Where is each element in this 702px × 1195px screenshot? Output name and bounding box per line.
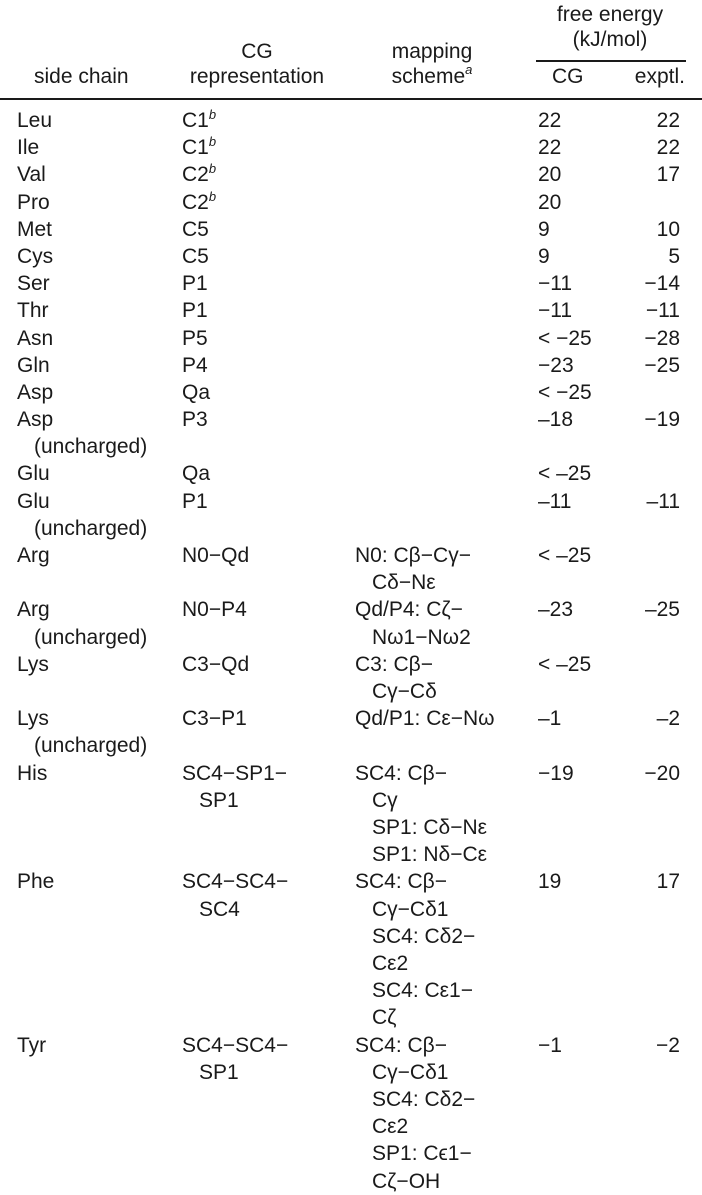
cell-free-energy-cg: –18 — [538, 408, 574, 432]
cell-free-energy-cg: −11 — [538, 272, 573, 296]
header-cg-sub: CG — [552, 65, 584, 88]
cell-free-energy-exptl: −25 — [644, 353, 680, 377]
cell-side-chain — [17, 596, 147, 650]
cell-cg-representation-line: SC4 — [199, 897, 240, 921]
table-body — [0, 107, 702, 1195]
cell-cg-representation — [182, 325, 208, 352]
table-row — [0, 216, 702, 243]
cell-free-energy-exptl: −11 — [645, 299, 680, 323]
cell-side-chain — [17, 161, 46, 188]
cell-mapping-scheme-line: SC4: Cε1− — [372, 979, 473, 1003]
table-row — [0, 270, 702, 297]
cell-cg-representation — [182, 460, 210, 487]
cell-mapping-scheme-line: SC4: Cδ2− — [372, 924, 476, 948]
cell-free-energy-exptl: 10 — [656, 217, 680, 241]
cell-free-energy-exptl: 5 — [668, 244, 680, 268]
cell-side-chain — [17, 868, 54, 895]
cell-mapping-scheme-line: N0: Cβ−Cγ− — [355, 544, 471, 568]
cell-mapping-scheme — [355, 651, 437, 705]
cell-side-chain-line: Asn — [17, 326, 54, 350]
cell-free-energy-cg: < −25 — [538, 326, 592, 350]
cell-cg-representation-line: SP1 — [199, 788, 239, 812]
cell-side-chain — [17, 460, 50, 487]
cell-side-chain — [17, 325, 53, 352]
cell-mapping-scheme-line: Qd/P1: Cε−Nω — [355, 707, 495, 731]
cell-cg-representation-line: C2$^b$ — [182, 161, 217, 187]
cell-side-chain-line: (uncharged) — [34, 435, 148, 459]
cell-cg-representation-line: P1 — [182, 299, 208, 323]
cell-side-chain-line: Tyr — [17, 1033, 47, 1057]
cell-mapping-scheme — [355, 760, 487, 869]
cell-cg-representation — [182, 107, 216, 134]
table-row — [0, 352, 702, 379]
cell-cg-representation — [182, 297, 208, 324]
cell-cg-representation-line: Qa — [182, 380, 211, 404]
table-row — [0, 243, 702, 270]
cell-side-chain-line: Ser — [17, 272, 50, 296]
cell-side-chain-line: Leu — [17, 109, 53, 132]
cell-cg-representation-line: C5 — [182, 244, 209, 268]
table-row — [0, 379, 702, 406]
cell-free-energy-cg: 22 — [538, 136, 562, 160]
cell-side-chain — [17, 651, 49, 678]
cell-side-chain-line: Asp — [17, 380, 54, 404]
header-side-chain: side chain — [34, 65, 129, 88]
cell-mapping-scheme-line: Cγ−Cδ1 — [372, 897, 449, 921]
cell-mapping-scheme-line: Cγ−Cδ1 — [372, 1060, 449, 1084]
table-row — [0, 760, 702, 869]
cell-side-chain — [17, 297, 49, 324]
cell-cg-representation-line: P3 — [182, 408, 208, 432]
cell-mapping-scheme-line: SC4: Cβ− — [355, 1033, 448, 1057]
cell-side-chain-line: Ile — [17, 136, 40, 160]
cell-cg-representation — [182, 134, 216, 161]
cell-side-chain — [17, 542, 50, 569]
cell-cg-representation-line: C1$^b$ — [182, 134, 217, 160]
cell-side-chain-line: Phe — [17, 870, 55, 894]
cell-free-energy-cg: 20 — [538, 190, 562, 214]
footnote-a-marker: a — [465, 62, 473, 77]
cell-free-energy-cg: < –25 — [538, 544, 592, 568]
cell-free-energy-exptl: 17 — [656, 870, 680, 894]
cell-side-chain-line: Glu — [17, 462, 50, 486]
cell-side-chain-line: Glu — [17, 489, 50, 513]
cell-free-energy-exptl: –25 — [644, 598, 680, 622]
cell-cg-representation — [182, 1032, 288, 1086]
cell-free-energy-cg: 9 — [538, 217, 550, 241]
cell-cg-representation-line: C5 — [182, 217, 209, 241]
cell-side-chain — [17, 1032, 46, 1059]
cell-side-chain-line: (uncharged) — [34, 516, 148, 540]
cell-free-energy-exptl: –11 — [646, 489, 680, 513]
cell-side-chain — [17, 189, 50, 216]
cell-cg-representation — [182, 270, 208, 297]
cell-cg-representation — [182, 868, 288, 922]
cell-free-energy-cg: 9 — [538, 244, 550, 268]
cell-free-energy-cg: −19 — [538, 761, 574, 785]
cell-mapping-scheme-line: C3: Cβ− — [355, 652, 434, 676]
cell-side-chain — [17, 352, 50, 379]
cell-side-chain-line: Arg — [17, 544, 50, 568]
cell-side-chain — [17, 243, 53, 270]
table-row — [0, 868, 702, 1031]
footnote-b-marker: b — [208, 107, 217, 122]
cell-free-energy-exptl: 22 — [656, 109, 680, 132]
cell-side-chain — [17, 488, 147, 542]
table-row — [0, 161, 702, 188]
table-row — [0, 542, 702, 596]
header-exptl-sub: exptl. — [634, 65, 685, 88]
cell-mapping-scheme — [355, 1032, 475, 1195]
cell-cg-representation-line: SC4−SC4− — [182, 1033, 289, 1057]
cell-cg-representation-line: C1$^b$ — [182, 107, 217, 132]
cell-mapping-scheme-line: Cζ−OH — [372, 1169, 441, 1193]
cell-side-chain — [17, 216, 52, 243]
cell-mapping-scheme-line: SP1: Cδ−Nε — [372, 816, 488, 839]
cell-mapping-scheme — [355, 596, 471, 650]
cell-mapping-scheme-line: Cγ — [372, 788, 398, 812]
header-mapping-line1: mapping — [391, 40, 473, 63]
table-row — [0, 406, 702, 460]
cell-mapping-scheme — [355, 542, 471, 596]
footnote-b-marker: b — [208, 134, 217, 150]
cell-side-chain-line: His — [17, 761, 48, 785]
cell-cg-representation — [182, 352, 208, 379]
cell-free-energy-cg: –23 — [538, 598, 574, 622]
footnote-b-marker: b — [208, 188, 217, 204]
cell-free-energy-cg: 20 — [538, 163, 562, 187]
cell-cg-representation — [182, 379, 210, 406]
table-row — [0, 705, 702, 759]
cell-mapping-scheme-line: Qd/P4: Cζ− — [355, 598, 463, 622]
cell-cg-representation — [182, 189, 216, 216]
cell-mapping-scheme-line: SP1: Cϵ1− — [372, 1142, 472, 1166]
cell-free-energy-cg: −23 — [538, 353, 574, 377]
cell-cg-representation — [182, 216, 209, 243]
cell-cg-representation-line: P4 — [182, 353, 208, 377]
cell-free-energy-cg: −11 — [538, 299, 573, 323]
cell-cg-representation-line: SP1 — [199, 1060, 239, 1084]
cell-cg-representation — [182, 406, 208, 433]
cell-side-chain — [17, 134, 39, 161]
cell-cg-representation — [182, 651, 249, 678]
cell-side-chain-line: Met — [17, 217, 53, 241]
cell-cg-representation-line: SC4−SC4− — [182, 870, 289, 894]
cell-cg-representation — [182, 488, 208, 515]
cell-free-energy-exptl: 22 — [656, 136, 680, 160]
cell-side-chain-line: Lys — [17, 652, 49, 676]
cell-free-energy-cg: < –25 — [538, 652, 592, 676]
cell-free-energy-exptl: −28 — [644, 326, 680, 350]
cell-free-energy-cg: –1 — [538, 707, 562, 731]
cell-side-chain-line: Cys — [17, 244, 54, 268]
cell-cg-representation-line: C2$^b$ — [182, 188, 217, 214]
cell-cg-representation — [182, 705, 247, 732]
header-free-energy-units: (kJ/mol) — [572, 28, 648, 51]
cell-side-chain-line: Pro — [17, 190, 50, 214]
cell-mapping-scheme-line: Cγ−Cδ — [372, 680, 437, 704]
cell-cg-representation-line: C3−Qd — [182, 652, 250, 676]
cell-cg-representation-line: N0−Qd — [182, 544, 250, 568]
cell-side-chain — [17, 705, 147, 759]
footnote-b-marker: b — [208, 161, 217, 177]
cell-free-energy-exptl: −2 — [656, 1033, 680, 1057]
cell-free-energy-cg: −1 — [538, 1033, 562, 1057]
cell-mapping-scheme-line: Cε2 — [372, 1115, 409, 1139]
table-row — [0, 488, 702, 542]
table-row — [0, 460, 702, 487]
cell-side-chain-line: (uncharged) — [34, 734, 148, 758]
cell-cg-representation-line: P5 — [182, 326, 208, 350]
cell-side-chain-line: Asp — [17, 408, 54, 432]
header-cg-line2: representation — [189, 65, 325, 88]
cell-mapping-scheme-line: Cζ — [372, 1006, 397, 1030]
cell-side-chain-line: Val — [17, 163, 46, 187]
cell-cg-representation — [182, 243, 209, 270]
cell-free-energy-exptl: −19 — [644, 408, 680, 432]
header-rule — [0, 98, 702, 100]
cell-mapping-scheme-line: Cδ−Nε — [372, 571, 436, 595]
cell-cg-representation — [182, 542, 249, 569]
cell-free-energy-exptl: −14 — [644, 272, 680, 296]
header-free-energy: free energy — [556, 3, 664, 26]
table-row — [0, 297, 702, 324]
cell-side-chain-line: Gln — [17, 353, 50, 377]
cell-free-energy-exptl: −20 — [644, 761, 680, 785]
cell-cg-representation-line: SC4−SP1− — [182, 761, 288, 785]
cell-cg-representation-line: C3−P1 — [182, 707, 247, 731]
cell-cg-representation — [182, 161, 216, 188]
cell-mapping-scheme-line: SC4: Cβ− — [355, 761, 448, 785]
cell-cg-representation-line: P1 — [182, 489, 208, 513]
table-row — [0, 325, 702, 352]
cell-cg-representation-line: N0−P4 — [182, 598, 247, 622]
cell-mapping-scheme — [355, 705, 495, 732]
cell-mapping-scheme-line: Cε2 — [372, 952, 409, 975]
cell-free-energy-cg: 22 — [538, 109, 562, 132]
cell-cg-representation-line: Qa — [182, 462, 211, 486]
header-cg-line1: CG — [241, 40, 273, 63]
table-row — [0, 651, 702, 705]
cell-side-chain — [17, 760, 47, 787]
cell-mapping-scheme — [355, 868, 475, 1031]
cell-side-chain — [17, 270, 50, 297]
cell-cg-representation — [182, 760, 287, 814]
cell-free-energy-cg: < –25 — [538, 462, 592, 486]
cell-mapping-scheme-line: SC4: Cβ− — [355, 870, 448, 894]
table-row — [0, 1032, 702, 1195]
free-energy-underline — [536, 60, 686, 62]
table-row — [0, 596, 702, 650]
header-mapping-line2: scheme$^a$ — [391, 62, 473, 88]
table-row — [0, 107, 702, 134]
cell-side-chain-line: Lys — [17, 707, 49, 731]
cell-free-energy-exptl: 17 — [656, 163, 680, 187]
cell-side-chain — [17, 107, 52, 134]
cell-side-chain-line: (uncharged) — [34, 625, 148, 649]
table-row — [0, 189, 702, 216]
cell-mapping-scheme-line: SC4: Cδ2− — [372, 1087, 476, 1111]
cell-mapping-scheme-line: Nω1−Nω2 — [372, 625, 471, 649]
cell-side-chain-line: Thr — [17, 299, 49, 323]
cell-side-chain — [17, 406, 147, 460]
cell-free-energy-cg: –11 — [538, 489, 572, 513]
cell-free-energy-exptl: –2 — [656, 707, 680, 731]
cell-mapping-scheme-line: SP1: Nδ−Cε — [372, 843, 488, 867]
cell-free-energy-cg: < −25 — [538, 380, 592, 404]
cell-free-energy-cg: 19 — [538, 870, 562, 894]
table-row — [0, 134, 702, 161]
cell-side-chain-line: Arg — [17, 598, 50, 622]
cell-cg-representation-line: P1 — [182, 272, 208, 296]
cell-side-chain — [17, 379, 53, 406]
cell-cg-representation — [182, 596, 247, 623]
